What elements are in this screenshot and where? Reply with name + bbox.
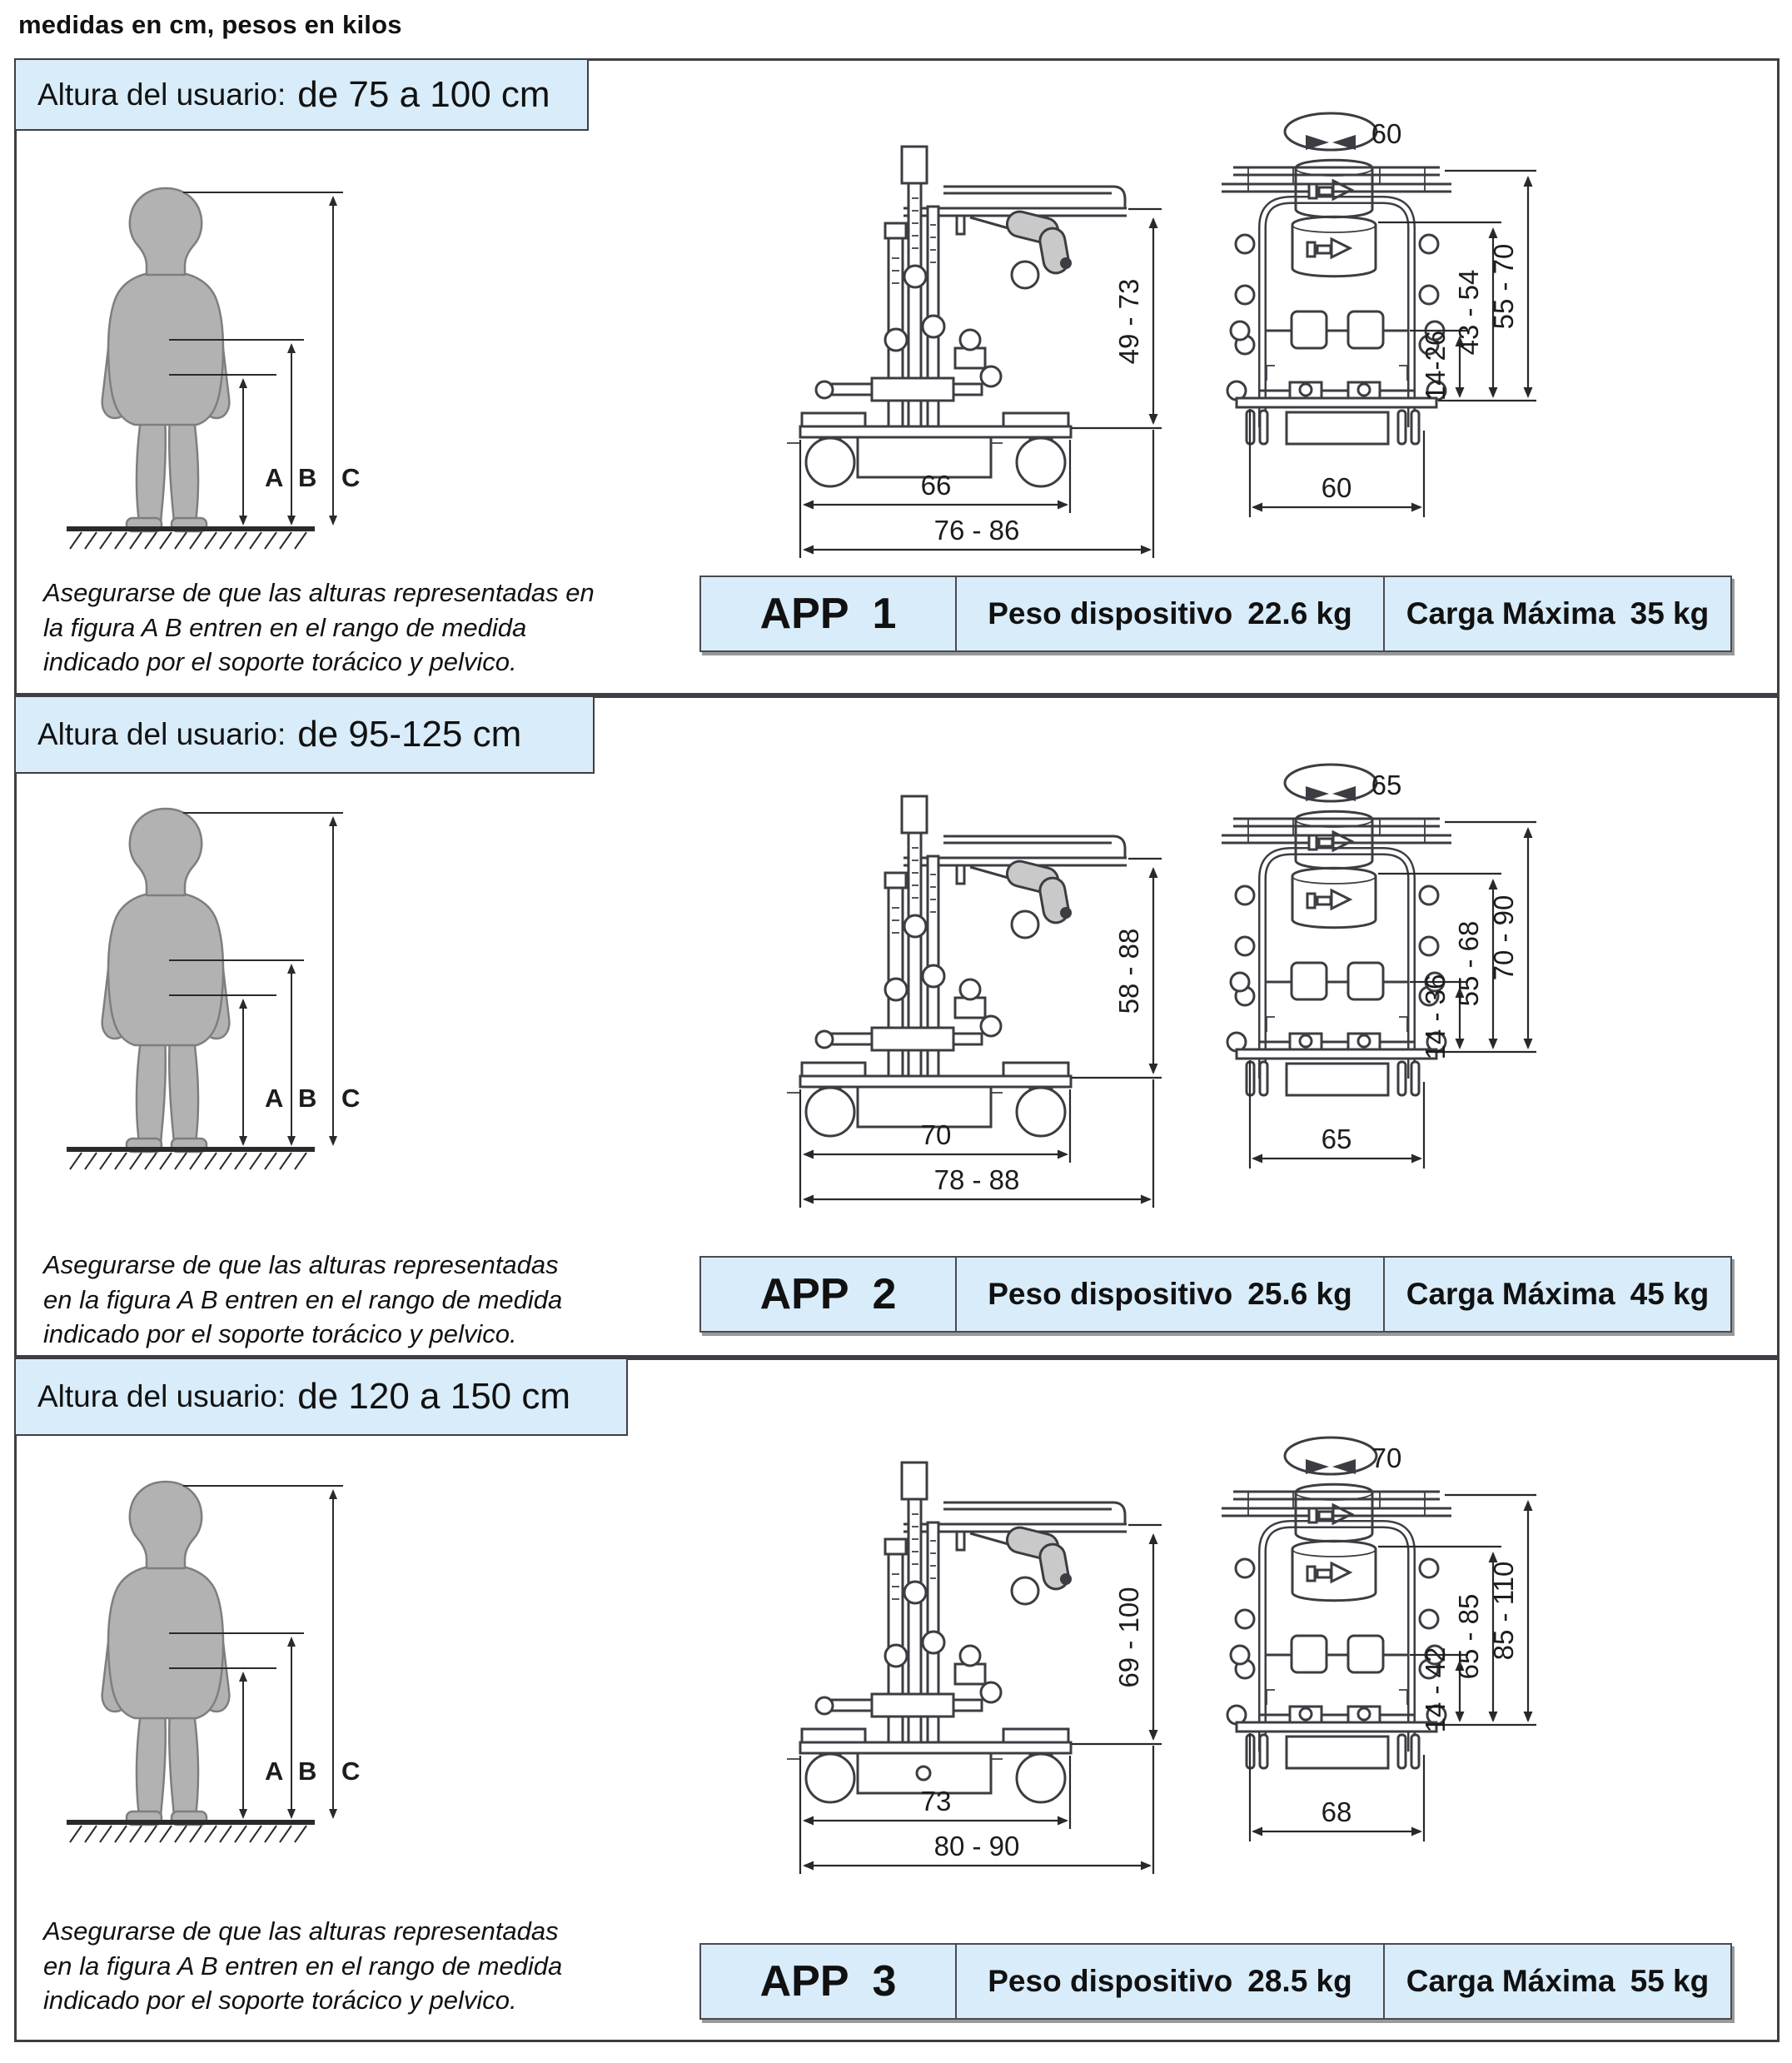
max-load: Carga Máxima 35 kg (1406, 596, 1710, 630)
dim-rotation: 65 (1371, 770, 1402, 800)
dim-outer-width: 80 - 90 (933, 1831, 1020, 1861)
header-range: de 120 a 150 cm (297, 1376, 571, 1417)
header-range: de 75 a 100 cm (297, 73, 550, 115)
front-view-drawing (1193, 735, 1776, 1218)
label-a: A (265, 1084, 284, 1113)
side-view-drawing (694, 98, 1193, 569)
device-weight: Peso dispositivo 28.5 kg (957, 1945, 1385, 2018)
child-figure (50, 165, 400, 565)
device-weight: Peso dispositivo 22.6 kg (957, 577, 1385, 650)
child-figure (50, 785, 400, 1185)
dim-outer-height: 55 - 70 (1488, 243, 1519, 330)
dim-rotation: 70 (1371, 1443, 1402, 1473)
dim-rotation: 60 (1371, 118, 1402, 149)
header-prefix: Altura del usuario: (37, 77, 286, 112)
header-range: de 95-125 cm (297, 714, 522, 755)
label-b: B (298, 1084, 317, 1113)
device-weight: Peso dispositivo 25.6 kg (957, 1258, 1385, 1331)
note-text: Asegurarse de que las alturas representadas en la figura A B entren en el rango de medida indicado por el soporte torácico y pelvico. (43, 1250, 563, 1349)
note-text: Asegurarse de que las alturas representadas en la figura A B entren en el rango de medida indicado por el soporte torácico y pelvico. (43, 578, 595, 677)
dim-base-width: 65 (1321, 1124, 1352, 1154)
dim-inner-width: 70 (920, 1119, 952, 1150)
child-silhouette (102, 809, 230, 1152)
dim-mid-height: 65 - 85 (1453, 1593, 1484, 1680)
section-app-3 (14, 1358, 1780, 2042)
dim-height: 58 - 88 (1113, 928, 1144, 1014)
dim-mid-height: 55 - 68 (1453, 920, 1484, 1007)
user-height-header (14, 1358, 628, 1436)
section-app-1 (14, 58, 1780, 695)
dim-base-width: 68 (1321, 1796, 1352, 1827)
dim-lower-height: 14 - 36 (1420, 974, 1451, 1060)
dim-mid-height: 43 - 54 (1453, 269, 1484, 356)
section-app-2 (14, 695, 1780, 1358)
spec-bar (699, 576, 1732, 652)
model-badge: APP 3 (701, 1945, 957, 2018)
dim-height: 49 - 73 (1113, 278, 1144, 365)
child-figure (50, 1458, 400, 1858)
max-load: Carga Máxima 45 kg (1406, 1277, 1710, 1311)
front-view-drawing (1193, 1408, 1776, 1891)
dim-outer-height: 70 - 90 (1488, 894, 1519, 981)
spec-bar (699, 1256, 1732, 1333)
side-view-drawing (694, 748, 1193, 1218)
model-badge: APP 2 (701, 1258, 957, 1331)
header-prefix: Altura del usuario: (37, 717, 286, 751)
dim-inner-width: 66 (920, 470, 952, 501)
child-silhouette (102, 1482, 230, 1825)
page-title: medidas en cm, pesos en kilos (18, 10, 402, 39)
label-c: C (341, 463, 361, 492)
dim-height: 69 - 100 (1113, 1587, 1144, 1688)
dim-outer-width: 76 - 86 (933, 515, 1020, 546)
label-a: A (265, 1757, 284, 1786)
side-view-drawing (694, 1414, 1193, 1885)
dim-lower-height: 14 - 42 (1420, 1647, 1451, 1733)
label-b: B (298, 1757, 317, 1786)
header-prefix: Altura del usuario: (37, 1379, 286, 1413)
label-c: C (341, 1757, 361, 1786)
note-text: Asegurarse de que las alturas representadas en la figura A B entren en el rango de medida indicado por el soporte torácico y pelvico. (43, 1916, 563, 2016)
user-height-header (14, 58, 589, 131)
dim-inner-width: 73 (920, 1786, 952, 1816)
user-height-header (14, 695, 595, 774)
dim-outer-width: 78 - 88 (933, 1164, 1020, 1195)
child-silhouette (102, 188, 230, 531)
label-b: B (298, 463, 317, 492)
dim-outer-height: 85 - 110 (1488, 1561, 1519, 1661)
label-a: A (265, 463, 284, 492)
dim-lower-height: 14-26 (1420, 330, 1451, 401)
max-load: Carga Máxima 55 kg (1406, 1964, 1710, 1998)
model-badge: APP 1 (701, 577, 957, 650)
front-view-drawing (1193, 84, 1776, 567)
dim-base-width: 60 (1321, 472, 1352, 503)
label-c: C (341, 1084, 361, 1113)
spec-bar (699, 1943, 1732, 2020)
